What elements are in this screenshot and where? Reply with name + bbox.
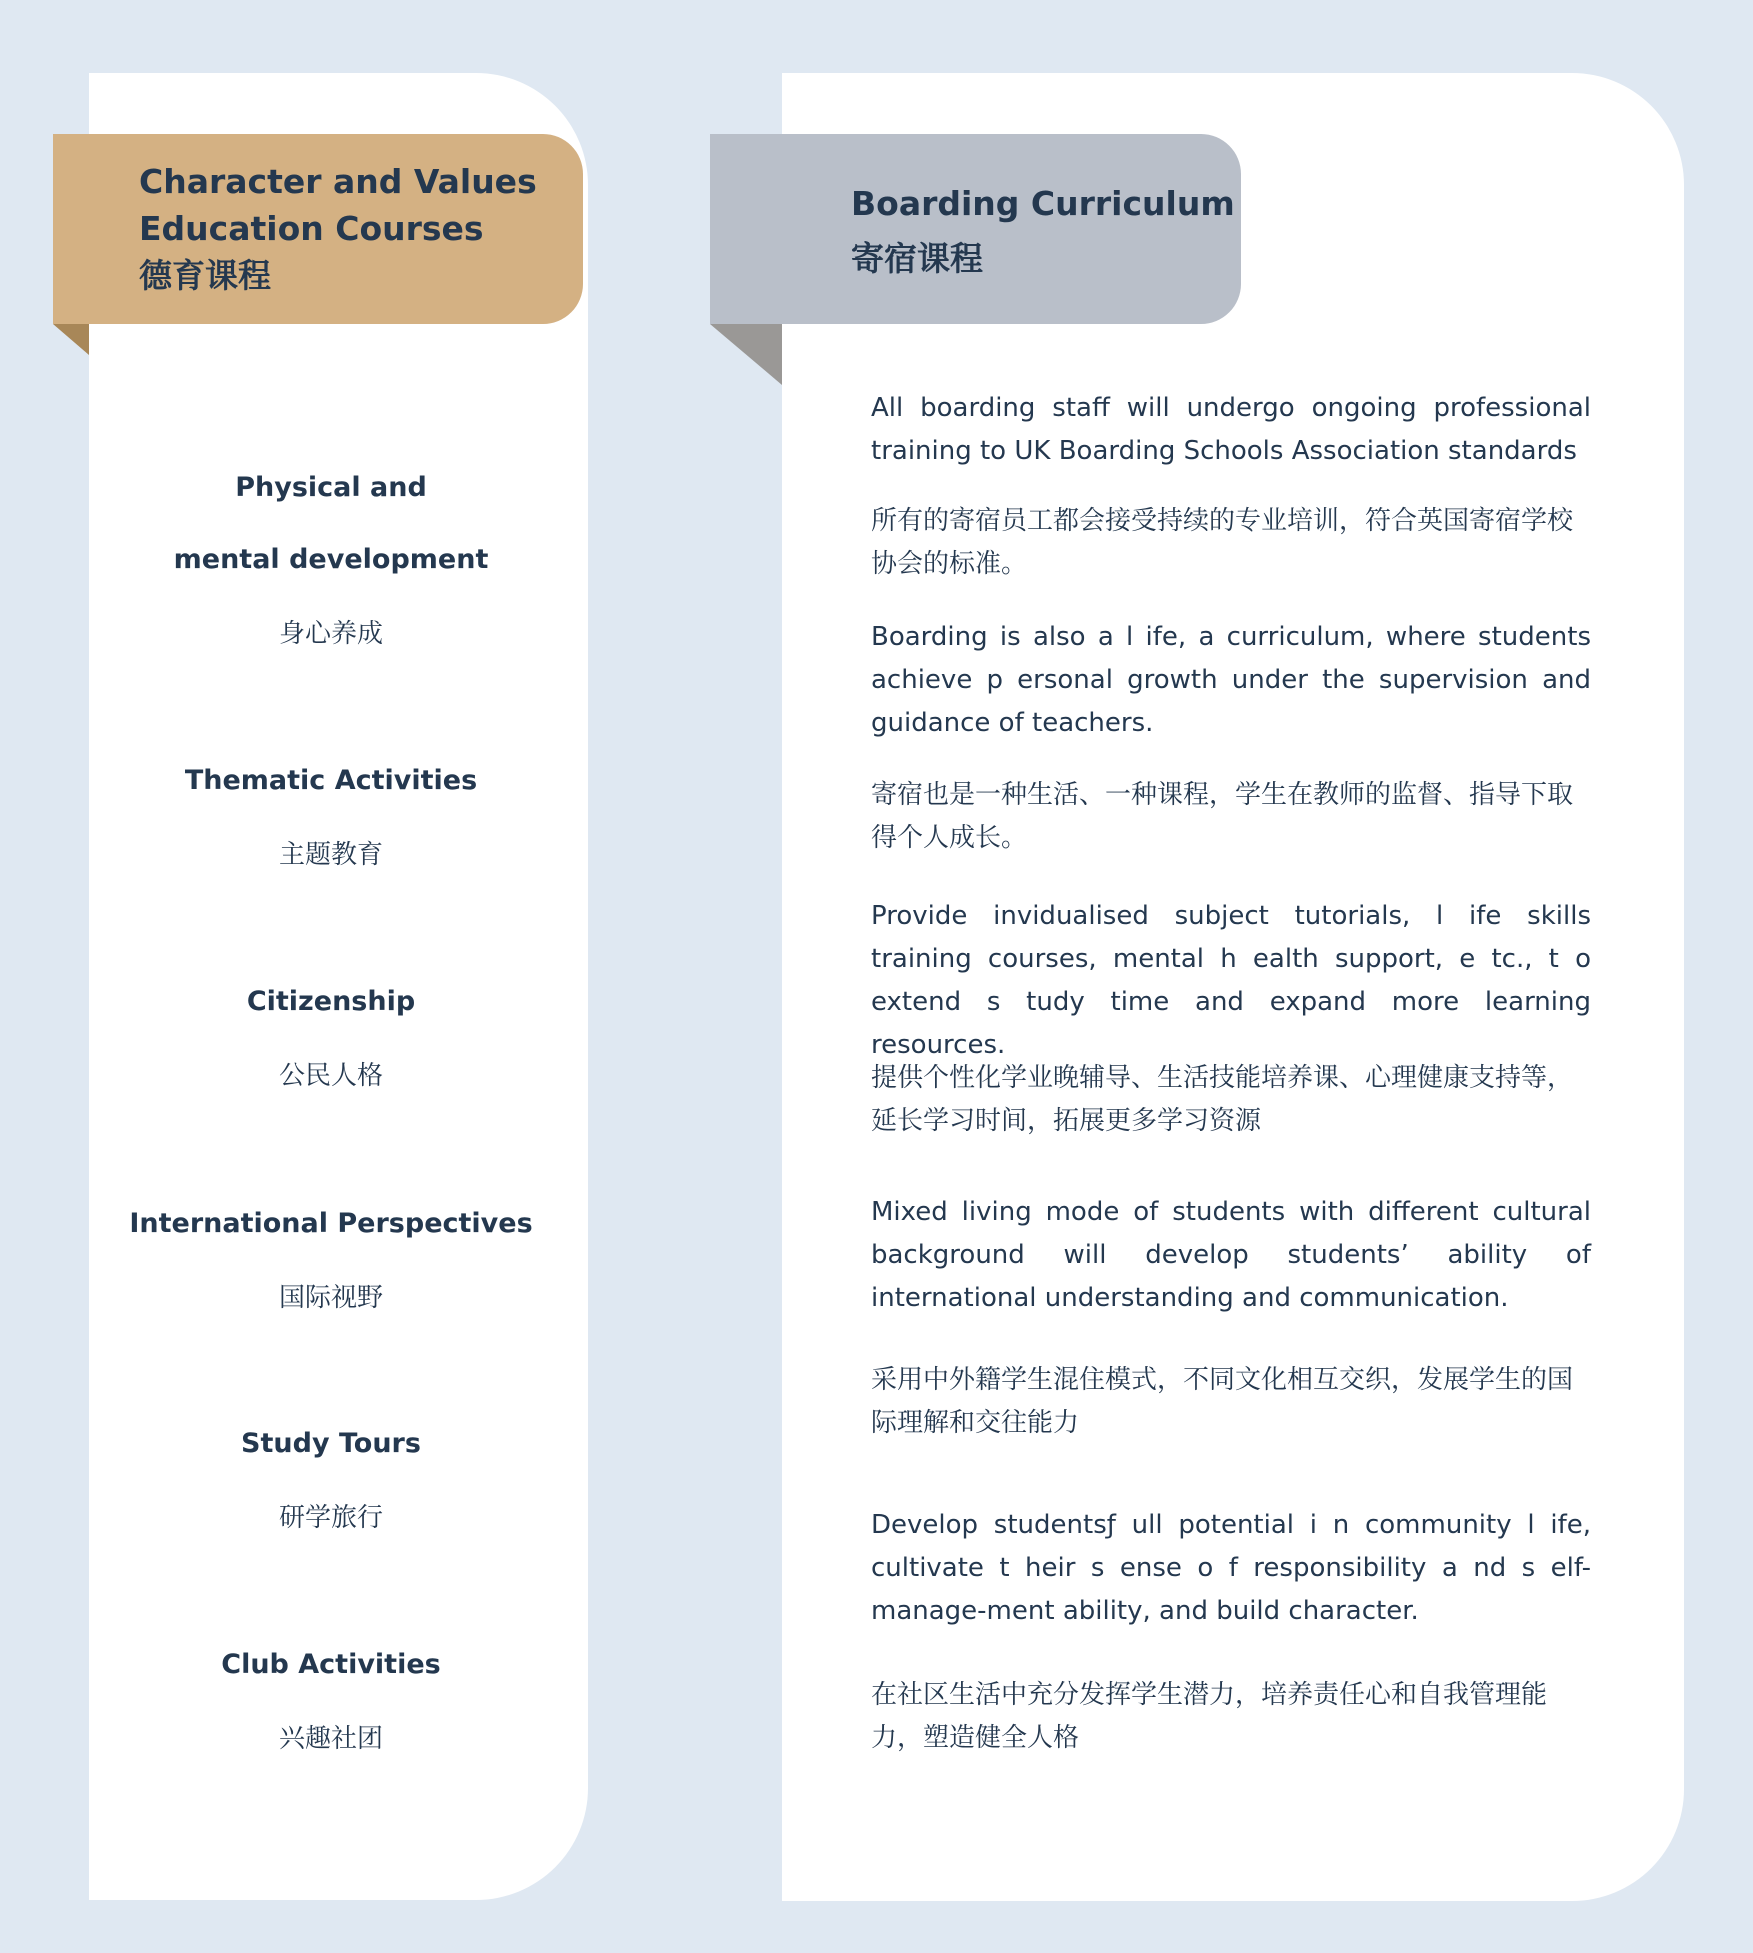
course-name-zh: 身心养成: [278, 619, 383, 649]
course-name-zh: 兴趣社团: [278, 1724, 383, 1754]
course-item: [89, 1416, 573, 1546]
paragraph-zh: 采用中外籍学生混住模式，不同文化相互交织，发展学生的国际理解和交往能力: [871, 1365, 1574, 1438]
course-name: Thematic Activities: [184, 765, 478, 796]
left-title-line1: Character and Values: [139, 162, 537, 201]
course-name: Citizenship: [246, 986, 416, 1017]
paragraph-en: Develop studentsƒ ull potential i n community l ife, cultivate t heir s ense o f responsibility a nd s elf-manage-ment ability, and build character.: [871, 1510, 1591, 1626]
course-name: Study Tours: [241, 1428, 421, 1459]
paragraph-en: All boarding staff will undergo ongoing professional training to UK Boarding Schools Association standards: [871, 393, 1591, 466]
course-name-zh: 公民人格: [278, 1061, 383, 1091]
left-ribbon-fold: [53, 324, 89, 355]
course-item: [89, 1637, 573, 1767]
boarding-curriculum-title-banner: [710, 134, 1241, 324]
paragraph-en: Provide invidualised subject tutorials, l ife skills training courses, mental h ealth support, e tc., t o extend s tudy time and expand more learning resources.: [871, 901, 1591, 1060]
right-title-zh: 寄宿课程: [851, 239, 983, 278]
right-title-en: Boarding Curriculum: [851, 184, 1235, 223]
course-name-zh: 国际视野: [278, 1283, 383, 1313]
course-name-zh: 研学旅行: [278, 1503, 383, 1533]
course-name-zh: 主题教育: [278, 840, 383, 870]
course-name: International Perspectives: [129, 1208, 533, 1239]
paragraph-zh: 寄宿也是一种生活、一种课程，学生在教师的监督、指导下取得个人成长。: [871, 780, 1574, 853]
paragraph-zh: 提供个性化学业晚辅导、生活技能培养课、心理健康支持等，延长学习时间，拓展更多学习资源: [871, 1063, 1574, 1136]
paragraph-en: Boarding is also a l ife, a curriculum, where students achieve p ersonal growth under the supervision and guidance of teachers.: [871, 622, 1591, 738]
course-item: [89, 974, 573, 1104]
paragraph-zh: 在社区生活中充分发挥学生潜力，培养责任心和自我管理能力，塑造健全人格: [871, 1680, 1548, 1753]
course-item: [89, 753, 573, 883]
right-ribbon-fold: [710, 324, 782, 385]
character-values-title-banner: [53, 134, 583, 324]
left-title-line2: Education Courses: [139, 209, 484, 248]
course-name: Physical and: [235, 472, 427, 503]
paragraph-zh: 所有的寄宿员工都会接受持续的专业培训，符合英国寄宿学校协会的标准。: [871, 506, 1574, 579]
course-name: Club Activities: [221, 1649, 441, 1680]
course-name-line2: mental development: [173, 544, 489, 575]
course-item: [89, 1196, 573, 1326]
paragraph-en: Mixed living mode of students with different cultural background will develop students’ ability of international understanding and communication.: [871, 1197, 1591, 1313]
left-title-zh: 德育课程: [139, 256, 271, 295]
course-item: [89, 460, 573, 662]
